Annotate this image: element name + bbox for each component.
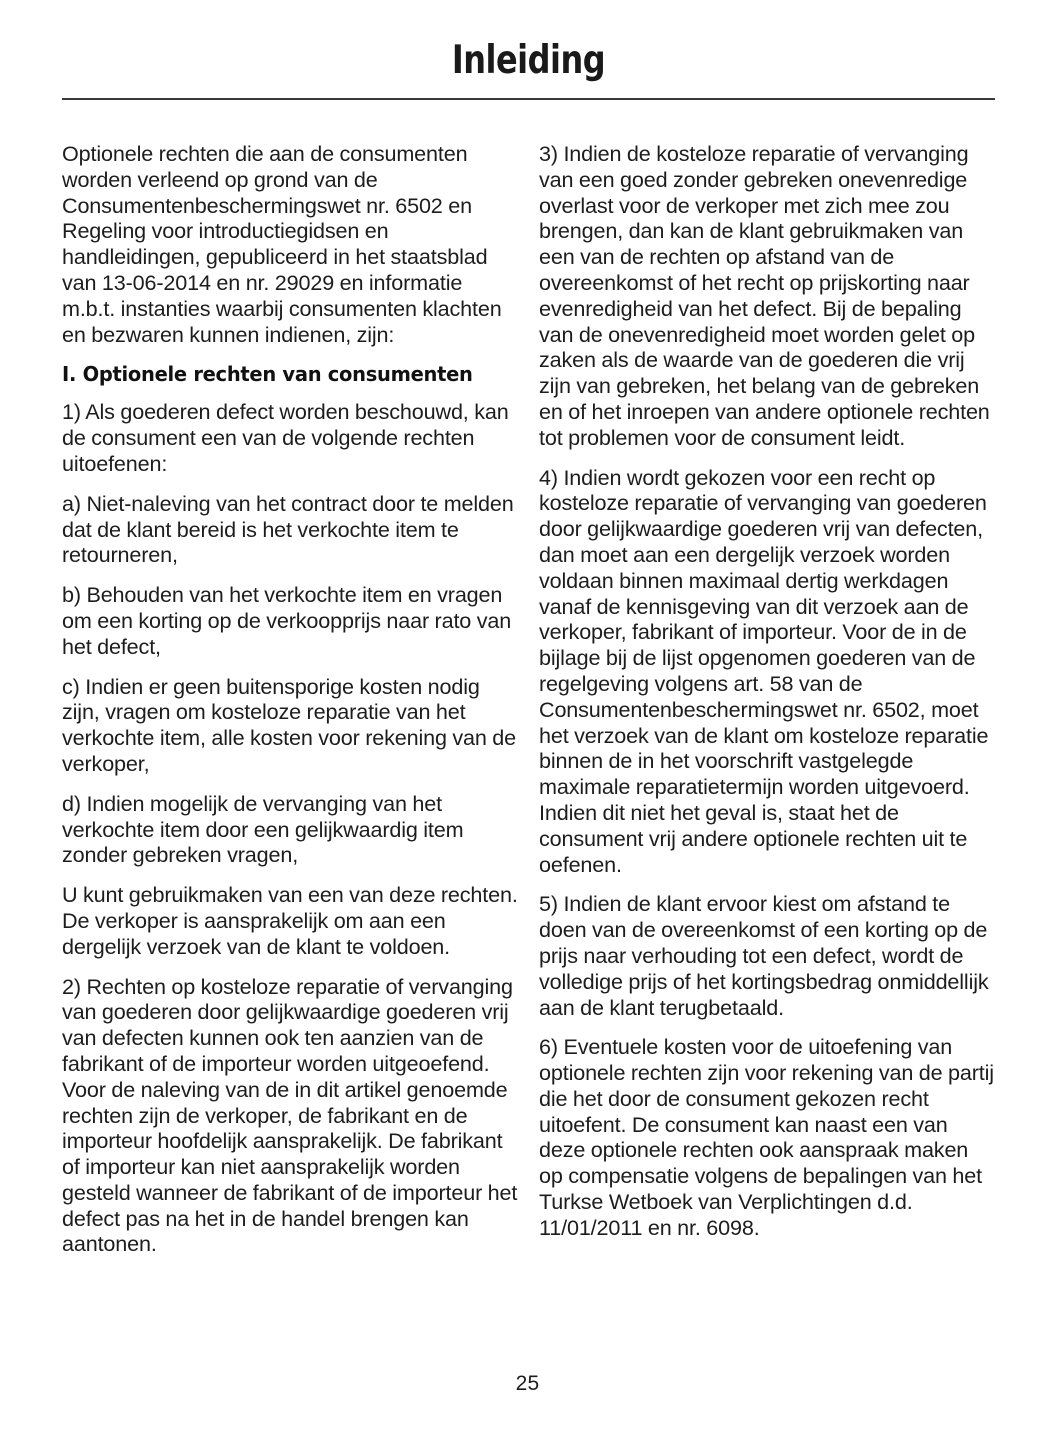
page-number: 25 [515,1372,540,1395]
page-title: Inleiding [451,38,606,83]
body-paragraph: 3) Indien de kosteloze reparatie of vervanging van een goed zonder gebreken onevenredige overlast voor de verkoper met zich mee zou brengen, dan kan de klant gebruikmaken van een van de rechten op afstand van de overeenkomst of het recht op prijskorting naar evenredigheid van het defect. Bij de bepaling van de onevenredigheid moet worden gelet op zaken als de waarde van de goederen die vrij zijn van gebreken, het belang van de gebreken en of het inroepen van andere optionele rechten tot problemen voor de consument leidt. [539,141,990,450]
body-paragraph: Optionele rechten die aan de consumenten worden verleend op grond van de Consumentenbeschermingswet nr. 6502 en Regeling voor introductiegidsen en handleidingen, gepubliceerd in het staatsblad van 13-06-2014 en nr. 29029 en informatie m.b.t. instanties waarbij consumenten klachten en bezwaren kunnen indienen, zijn: [62,141,502,347]
body-paragraph: 6) Eventuele kosten voor de uitoefening van optionele rechten zijn voor rekening van de partij die het door de consument gekozen recht uitoefent. De consument kan naast een van deze optionele rechten ook aanspraak maken op compensatie volgens de bepalingen van het Turkse Wetboek van Verplichtingen d.d. 11/01/2011 en nr. 6098. [539,1034,994,1240]
header-divider [62,98,995,100]
body-paragraph: 2) Rechten op kosteloze reparatie of vervanging van goederen door gelijkwaardige goederen vrij van defecten kunnen ook ten aanzien van de fabrikant of de importeur worden uitgeoefend. Voor de naleving van de in dit artikel genoemde rechten zijn de verkoper, de fabrikant en de importeur hoofdelijk aansprakelijk. De fabrikant of importeur kan niet aansprakelijk worden gesteld wanneer de fabrikant of de importeur het defect pas na het in de handel brengen kan aantonen. [62,973,518,1257]
body-paragraph: 5) Indien de klant ervoor kiest om afstand te doen van de overeenkomst of een korting op de prijs naar verhouding tot een defect, wordt de volledige prijs of het kortingsbedrag onmiddellijk aan de klant terugbetaald. [539,891,989,1020]
body-paragraph: 1) Als goederen defect worden beschouwd, kan de consument een van de volgende rechten uitoefenen: [62,399,509,476]
body-paragraph: 4) Indien wordt gekozen voor een recht op kosteloze reparatie of vervanging van goederen door gelijkwaardige goederen vrij van defecten, dan moet aan een dergelijk verzoek worden voldaan binnen maximaal dertig werkdagen vanaf de kennisgeving van dit verzoek aan de verkoper, fabrikant of importeur. Voor de in de bijlage bij de lijst opgenomen goederen van de regelgeving volgens art. 58 van de Consumentenbeschermingswet nr. 6502, moet het verzoek van de klant om kosteloze reparatie binnen de in het voorschrift vastgelegde maximale reparatietermijn worden uitgevoerd. Indien dit niet het geval is, staat het de consument vrij andere optionele rechten uit te oefenen. [539,464,989,877]
body-paragraph: c) Indien er geen buitensporige kosten nodig zijn, vragen om kosteloze reparatie van het verkochte item, alle kosten voor rekening van de verkoper, [62,673,517,776]
page-header [62,38,995,84]
left-text-column [62,141,518,1257]
body-paragraph: U kunt gebruikmaken van een van deze rechten. De verkoper is aansprakelijk om aan een dergelijk verzoek van de klant te voldoen. [62,882,518,959]
section-subheading: I. Optionele rechten van consumenten [62,362,473,387]
two-column-body [62,141,995,1281]
body-paragraph: b) Behouden van het verkochte item en vragen om een korting op de verkoopprijs naar rato van het defect, [62,582,512,659]
body-paragraph: d) Indien mogelijk de vervanging van het verkochte item door een gelijkwaardig item zonder gebreken vragen, [62,790,464,868]
right-text-column [539,141,995,1241]
body-paragraph: a) Niet-naleving van het contract door te melden dat de klant bereid is het verkochte item te retourneren, [62,490,514,568]
page-footer [0,1372,1055,1396]
